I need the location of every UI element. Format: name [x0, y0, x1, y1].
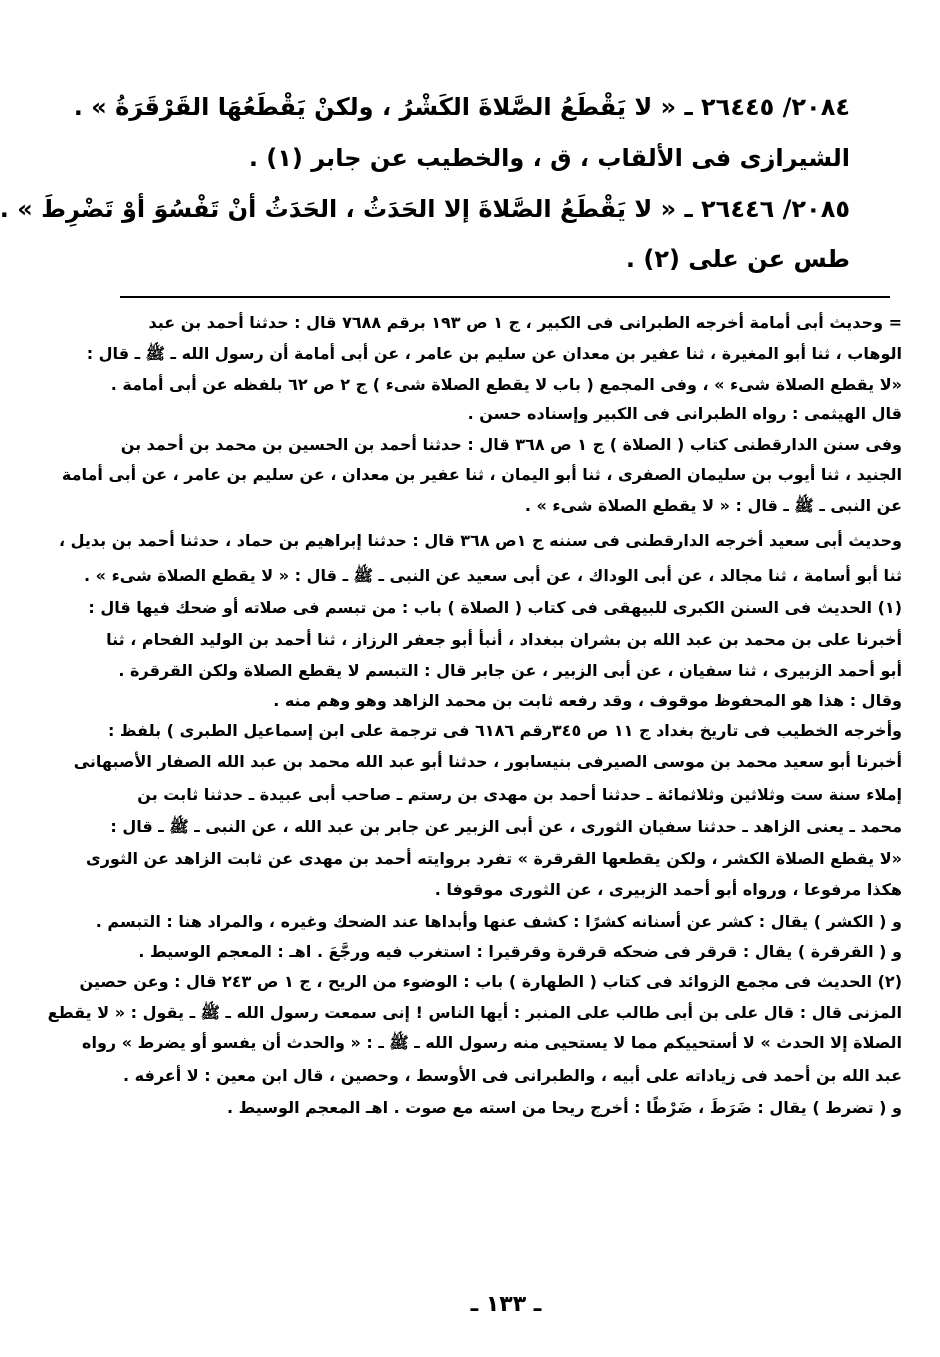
footnote-line: أخبرنا أبو سعيد محمد بن موسى الصيرفى بنيسابور ، حدثنا أبو عبد الله محمد بن عبد الله الصفار الأصبهانى: [73, 752, 902, 771]
footnote-line: الوهاب ، ثنا أبو المغيرة ، ثنا عفير بن معدان عن سليم بن عامر ، عن أبى أمامة أن رسول الله ـ ﷺ ـ قال :: [86, 344, 902, 363]
footnote-line: و ( تضرط ) يقال : ضَرَطَ ، ضَرْطًا : أخرج ريحا من استه مع صوت . اهـ المعجم الوسيط .: [226, 1098, 902, 1117]
hadith-2085-text: ٢٠٨٥/ ٢٦٤٤٦ ـ « لا يَقْطَعُ الصَّلاةَ إلا الحَدَثُ ، الحَدَثُ أنْ تَفْسُوَ أوْ تَضْرِطَ » .: [0, 195, 850, 223]
page-number: ـ ١٣٣ ـ: [470, 1292, 542, 1317]
footnote-line: هكذا مرفوعا ، ورواه أبو أحمد الزبيرى ، عن الثورى موقوفا .: [434, 880, 902, 899]
footnote-line: «لا يقطع الصلاة الكشر ، ولكن يقطعها القرقرة » تفرد بروايته أحمد بن مهدى عن ثابت الزاهد عن الثورى: [86, 849, 902, 868]
footnote-line: أبو أحمد الزبيرى ، ثنا سفيان ، عن أبى الزبير ، عن جابر قال : التبسم لا يقطع الصلاة ولكن القرقرة .: [118, 661, 902, 680]
footnote-line: و ( القرقرة ) يقال : قرقر فى ضحكه قرقرة وقرقيرا : استغرب فيه ورجَّعَ . اهـ : المعجم الوسيط .: [138, 942, 902, 961]
hadith-2084-text: ٢٠٨٤/ ٢٦٤٤٥ ـ « لا يَقْطَعُ الصَّلاةَ الكَشْرُ ، ولكنْ يَقْطَعُهَا القَرْقَرَةُ » .: [73, 93, 850, 121]
footnote-line: إملاء سنة ست وثلاثين وثلاثمائة ـ حدثنا أحمد بن مهدى بن رستم ـ صاحب أبى عبيدة ـ حدثنا ثابت بن: [137, 785, 902, 804]
footnote-line: (١) الحديث فى السنن الكبرى للبيهقى فى كتاب ( الصلاة ) باب : من تبسم فى صلاته أو ضحك فيها قال :: [88, 598, 902, 617]
footnote-line: وفى سنن الدارقطنى كتاب ( الصلاة ) ج ١ ص ٣٦٨ قال : حدثنا أحمد بن الحسين بن محمد بن أحمد بن: [120, 435, 902, 454]
footnote-line: الصلاة إلا الحدث » لا أستحييكم مما لا يستحيى منه رسول الله ـ ﷺ ـ : « والحدث أن يفسو أو يضرط » رواه: [82, 1033, 902, 1052]
footnote-line: الجنيد ، ثنا أيوب بن سليمان الصفرى ، ثنا أبو اليمان ، ثنا عفير بن معدان ، عن سليم بن عامر ، عن أبى أمامة: [61, 465, 902, 484]
footnote-line: و ( الكشر ) يقال : كشر عن أسنانه كشرًا : كشف عنها وأبداها عند الضحك وغيره ، والمراد هنا : التبسم .: [95, 912, 902, 931]
hadith-2085-source: طس عن على (٢) .: [625, 245, 850, 273]
footnote-line: = وحديث أبى أمامة أخرجه الطبرانى فى الكبير ، ج ١ ص ١٩٣ برقم ٧٦٨٨ قال : حدثنا أحمد بن عبد: [148, 313, 902, 332]
footnote-line: وقال : هذا هو المحفوظ موقوف ، وقد رفعه ثابت بن محمد الزاهد وهو وهم منه .: [273, 691, 902, 710]
footnote-separator: [120, 296, 890, 298]
hadith-2084-source: الشيرازى فى الألقاب ، ق ، والخطيب عن جابر (١) .: [248, 144, 850, 172]
footnote-line: وأخرجه الخطيب فى تاريخ بغداد ج ١١ ص ٣٤٥رقم ٦١٨٦ فى ترجمة على ابن إسماعيل الطبرى ) بلفظ :: [107, 721, 902, 740]
footnote-line: (٢) الحديث فى مجمع الزوائد فى كتاب ( الطهارة ) باب : الوضوء من الريح ، ج ١ ص ٢٤٣ قال : وعن حصين: [79, 972, 902, 991]
footnote-line: المزنى قال : قال على بن أبى طالب على المنبر : أيها الناس ! إنى سمعت رسول الله ـ ﷺ ـ يقول : « لا يقطع: [47, 1003, 902, 1022]
footnote-line: محمد ـ يعنى الزاهد ـ حدثنا سفيان الثورى ، عن أبى الزبير عن جابر بن عبد الله ، عن النبى ـ ﷺ ـ قال :: [110, 817, 902, 836]
footnote-line: «لا يقطع الصلاة شىء » ، وفى المجمع ( باب لا يقطع الصلاة شىء ) ج ٢ ص ٦٢ بلفظه عن أبى أمامة .: [110, 375, 902, 394]
footnote-line: ثنا أبو أسامة ، ثنا مجالد ، عن أبى الوداك ، عن أبى سعيد عن النبى ـ ﷺ ـ قال : « لا يقطع الصلاة شىء » .: [84, 566, 902, 585]
footnote-line: عن النبى ـ ﷺ ـ قال : « لا يقطع الصلاة شىء » .: [524, 496, 902, 515]
footnote-line: أخبرنا على بن محمد بن عبد الله بن بشران ببغداد ، أنبأ أبو جعفر الرزاز ، ثنا أحمد بن الوليد الفحام ، ثنا: [106, 630, 902, 649]
footnote-line: وحديث أبى سعيد أخرجه الدارقطنى فى سننه ج ١ص ٣٦٨ قال : حدثنا إبراهيم بن حماد ، حدثنا أحمد بن بديل ،: [58, 531, 902, 550]
footnote-line: قال الهيثمى : رواه الطبرانى فى الكبير وإسناده حسن .: [467, 404, 902, 423]
footnote-line: عبد الله بن أحمد فى زياداته على أبيه ، والطبرانى فى الأوسط ، وحصين ، قال ابن معين : لا أعرفه .: [123, 1066, 902, 1085]
